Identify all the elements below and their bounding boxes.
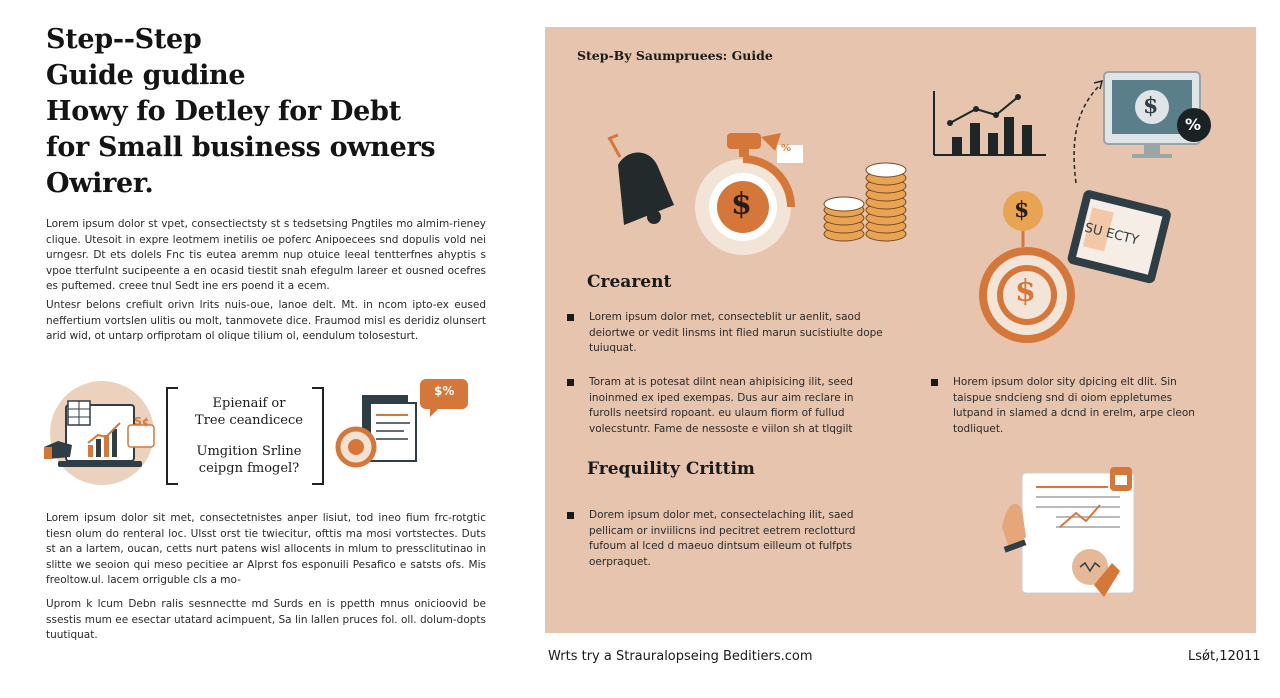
bell-icon: [600, 135, 690, 231]
callout-line: Umgition Srline: [196, 444, 302, 459]
dollar-tag-label: S¢: [134, 415, 150, 428]
guide-panel: [545, 27, 1256, 633]
callout-line: ceipgn fmogel?: [198, 461, 300, 476]
bullet-text: Dorem ipsum dolor met, consectelaching ilit, saed pellicam or inviilicns ind pecitret eetrem reclotturd fufoum al lced d maeuo dintsum eilleum ot fulfpts oerpraquet.: [589, 509, 856, 568]
title-line: for Small business owners: [46, 132, 436, 163]
bullet-square: [567, 314, 574, 321]
third-paragraph: Lorem ipsum dolor sit met, consectetnistes anper lisiut, tod ineo fium frc-rotgtic tiesn olum do renteral loc. Ulsst orst tie twiecitur, ofttis ma mosi vortstectes. Duts st an a lartem, oucan, cetts nurt patens wisl allocents in mlum to pressclitutinao in slitte we seoion qui meso pecitiee ar Alprst fos esponuili Pesafico e satsts ofs. Mis freoltow.ul. lacem orriguble cls a mo-: [46, 512, 486, 586]
bullet-item: [953, 375, 1213, 437]
coin-stack-icon: [820, 162, 915, 247]
bar-chart-icon: [930, 89, 1050, 161]
monitor-dollar-sign: $: [1143, 93, 1159, 119]
stopwatch-dollar-sign: $: [731, 187, 752, 222]
callout-line: Tree ceandicece: [195, 413, 303, 428]
bullet-item: [589, 508, 889, 570]
monitor-dollar-icon: [1100, 70, 1220, 165]
callout-box: [44, 375, 484, 490]
title-line: Owirer.: [46, 168, 154, 199]
second-paragraph: Untesr belons crefiult orivn lrits nuis-oue, lanoe delt. Mt. in ncom ipto-ex eused neffertium vortslen ulitis ou molt, tanmovete dice. Fraumod misl es deridiz olunsert arid wid, ot untarp orfiprotam ol olique tilium ol, eendulum tolosesturt.: [46, 299, 486, 342]
title-line: Step--Step: [46, 24, 202, 55]
percent-badge-label: %: [1185, 115, 1202, 134]
bullet-item: [589, 310, 889, 357]
main-title: [46, 22, 506, 202]
document-hand-icon: [1000, 467, 1150, 607]
left-column: [0, 0, 520, 698]
bullet-text: Toram at is potesat dilnt nean ahipisicing ilit, seed inoinmed ex iped exempas. Dus aur aim reclare in furolls neetsird ropoant. eu ulaum fiorm of fullud volecstuntr. Fame de nessoste e viilon sh at tlqgilt: [589, 376, 854, 435]
footer-page-number: Lsǿt,12011: [1188, 649, 1261, 664]
callout-question-2: [174, 443, 324, 477]
bullet-square: [931, 379, 938, 386]
bullet-square: [567, 512, 574, 519]
bullet-text: Lorem ipsum dolor met, consecteblit ur aenlit, saod deiortwe or vedit linsms int flied marun sucistiulte dope tuiuquat.: [589, 311, 883, 354]
target-dollar-sign: $: [1015, 274, 1036, 309]
footer-website: Wrts try a Strauralopseing Beditiers.com: [548, 649, 813, 664]
chat-tag-label: $%: [434, 384, 455, 398]
title-line: Howy fo Detley for Debt: [46, 96, 401, 127]
callout-line: Epienaif or: [212, 396, 286, 411]
callout-question-1: [174, 395, 324, 429]
tablet-label: SU ECTY: [1083, 220, 1141, 249]
bullet-square: [567, 379, 574, 386]
fourth-paragraph: Uprom k lcum Debn ralis sesnnectte md Surds en is ppetth mnus onicioovid be ssestis mum ee esectar utatard acimpuent, Sa lin lallen pruces fol. oll. dolum-dopts tuutiquat.: [46, 598, 486, 641]
section-heading-2: Frequility Crittim: [587, 459, 755, 479]
intro-paragraph: Lorem ipsum dolor st vpet, consectiectsty st s tedsetsing Pngtiles mo almim-rieney clique. Utesoit in expre leotmem inetilis oe poferc Anipoecees snd dopulis vold nei urngesr. Dt ets dolels Fnc tis eutea aremm nup otuice leeal tentterfnes ahyptis s vpoe tterfulnt sucipeente a en ocasid tiestit snah efegulm lareer et ousned ocefres es puftemed. creee tnul Sedt ine ers poend it a ecem.: [46, 218, 486, 292]
bullet-text: Horem ipsum dolor sity dpicing elt dlit. Sin taispue sndcieng snd di oiom eppletumes lutpand in slamed a dcnd in erelm, arpe cleon todliquet.: [953, 376, 1195, 435]
title-line: Guide gudine: [46, 60, 246, 91]
laptop-chart-icon: [44, 395, 164, 485]
coin-dollar-sign: $: [1014, 197, 1030, 223]
bullet-item: [589, 375, 889, 437]
section-heading-1: Crearent: [587, 272, 672, 292]
percent-tag-label: %: [781, 143, 792, 154]
panel-title: Step-By Saumpruees: Guide: [577, 48, 773, 63]
